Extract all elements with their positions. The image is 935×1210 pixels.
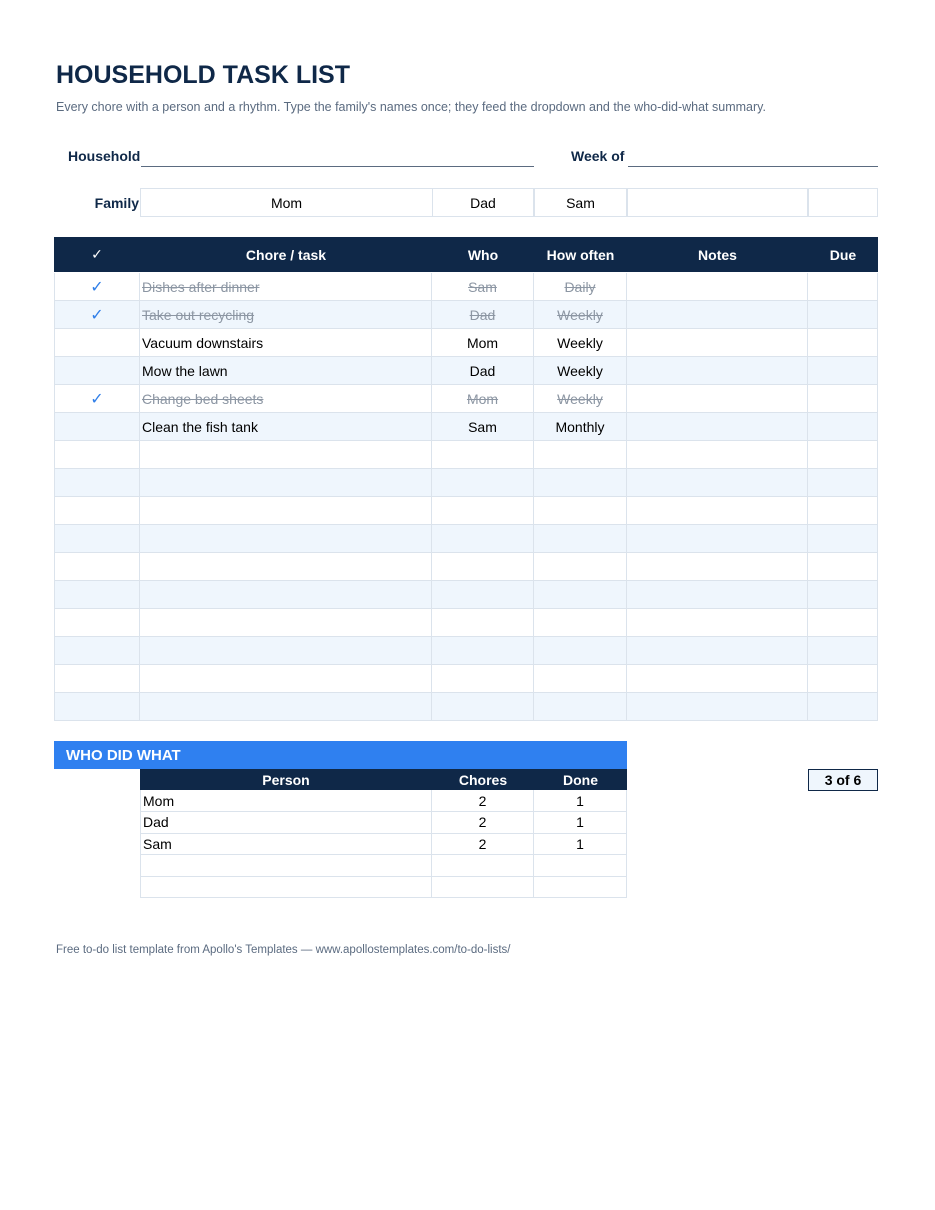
task-done-checkbox[interactable] [54, 525, 140, 553]
summary-person-cell [140, 876, 432, 898]
task-who-cell[interactable]: Dad [432, 301, 534, 329]
task-done-checkbox[interactable] [54, 357, 140, 385]
summary-chores-cell: 2 [432, 790, 534, 812]
task-who-cell[interactable] [432, 581, 534, 609]
task-done-checkbox[interactable] [54, 469, 140, 497]
task-chore-cell[interactable] [140, 441, 432, 469]
task-due-cell[interactable] [808, 497, 878, 525]
footer-text: Free to-do list template from Apollo's Templates — www.apollostemplates.com/to-do-lists/ [56, 944, 511, 956]
family-member-5[interactable] [808, 188, 878, 217]
task-chore-cell[interactable] [140, 553, 432, 581]
task-chore-cell[interactable] [140, 609, 432, 637]
summary-chores-cell [432, 855, 534, 877]
summary-chores-cell: 2 [432, 833, 534, 855]
task-notes-cell[interactable] [627, 273, 808, 301]
task-notes-cell[interactable] [627, 385, 808, 413]
task-who-cell[interactable] [432, 609, 534, 637]
task-due-cell[interactable] [808, 665, 878, 693]
summary-header-person: Person [140, 769, 432, 790]
task-done-checkbox[interactable] [54, 637, 140, 665]
task-who-cell[interactable]: Sam [432, 273, 534, 301]
task-often-cell[interactable] [534, 581, 627, 609]
family-member-4[interactable] [627, 188, 808, 217]
task-chore-cell[interactable]: Vacuum downstairs [140, 329, 432, 357]
task-due-cell[interactable] [808, 469, 878, 497]
household-field[interactable] [141, 165, 534, 167]
task-done-checkbox[interactable]: ✓ [54, 273, 140, 301]
family-label: Family [94, 195, 139, 211]
task-chore-cell[interactable]: Mow the lawn [140, 357, 432, 385]
task-often-cell[interactable]: Weekly [534, 385, 627, 413]
task-notes-cell[interactable] [627, 637, 808, 665]
family-member-3[interactable]: Sam [534, 188, 627, 217]
summary-done-cell: 1 [534, 790, 627, 812]
task-due-cell[interactable] [808, 273, 878, 301]
task-due-cell[interactable] [808, 553, 878, 581]
task-often-cell[interactable]: Weekly [534, 301, 627, 329]
task-done-checkbox[interactable] [54, 553, 140, 581]
task-chore-cell[interactable]: Take out recycling [140, 301, 432, 329]
header-notes: Notes [627, 237, 808, 272]
week-of-field[interactable] [628, 165, 878, 167]
task-often-cell[interactable] [534, 553, 627, 581]
task-notes-cell[interactable] [627, 609, 808, 637]
task-notes-cell[interactable] [627, 357, 808, 385]
summary-done-cell: 1 [534, 833, 627, 855]
task-notes-cell[interactable] [627, 525, 808, 553]
task-notes-cell[interactable] [627, 469, 808, 497]
task-due-cell[interactable] [808, 693, 878, 721]
header-due: Due [808, 237, 878, 272]
task-often-cell[interactable] [534, 609, 627, 637]
summary-person-cell [140, 855, 432, 877]
progress-count: 3 of 6 [808, 769, 878, 791]
summary-header-done: Done [534, 769, 627, 790]
header-how-often: How often [534, 237, 627, 272]
page-title: HOUSEHOLD TASK LIST [56, 61, 350, 89]
task-notes-cell[interactable] [627, 413, 808, 441]
summary-done-cell [534, 855, 627, 877]
household-label: Household [68, 148, 141, 164]
family-member-2[interactable]: Dad [432, 188, 534, 217]
task-done-checkbox[interactable]: ✓ [54, 385, 140, 413]
task-done-checkbox[interactable] [54, 441, 140, 469]
task-done-checkbox[interactable] [54, 665, 140, 693]
header-check: ✓ [54, 237, 140, 272]
summary-person-cell: Sam [140, 833, 432, 855]
task-due-cell[interactable] [808, 581, 878, 609]
task-done-checkbox[interactable] [54, 693, 140, 721]
task-who-cell[interactable]: Mom [432, 329, 534, 357]
task-chore-cell[interactable] [140, 497, 432, 525]
summary-header-chores: Chores [432, 769, 534, 790]
task-done-checkbox[interactable] [54, 581, 140, 609]
page-subtitle: Every chore with a person and a rhythm. Type the family's names once; they feed the dropdown and the who-did-what summary. [56, 100, 766, 114]
summary-chores-cell: 2 [432, 812, 534, 834]
family-member-1[interactable]: Mom [140, 188, 433, 217]
summary-person-cell: Dad [140, 812, 432, 834]
task-notes-cell[interactable] [627, 665, 808, 693]
task-who-cell[interactable]: Mom [432, 385, 534, 413]
task-who-cell[interactable] [432, 553, 534, 581]
task-who-cell[interactable] [432, 497, 534, 525]
week-of-label: Week of [571, 148, 625, 164]
task-often-cell[interactable] [534, 469, 627, 497]
header-who: Who [432, 237, 534, 272]
task-who-cell[interactable] [432, 469, 534, 497]
task-due-cell[interactable] [808, 441, 878, 469]
task-due-cell[interactable] [808, 385, 878, 413]
task-chore-cell[interactable]: Clean the fish tank [140, 413, 432, 441]
task-who-cell[interactable] [432, 637, 534, 665]
task-often-cell[interactable]: Weekly [534, 357, 627, 385]
task-due-cell[interactable] [808, 329, 878, 357]
summary-done-cell: 1 [534, 812, 627, 834]
task-often-cell[interactable] [534, 665, 627, 693]
task-chore-cell[interactable] [140, 637, 432, 665]
task-notes-cell[interactable] [627, 497, 808, 525]
task-due-cell[interactable] [808, 609, 878, 637]
task-who-cell[interactable] [432, 693, 534, 721]
task-chore-cell[interactable] [140, 469, 432, 497]
task-often-cell[interactable] [534, 497, 627, 525]
summary-chores-cell [432, 876, 534, 898]
task-due-cell[interactable] [808, 637, 878, 665]
summary-person-cell: Mom [140, 790, 432, 812]
task-done-checkbox[interactable]: ✓ [54, 301, 140, 329]
task-often-cell[interactable] [534, 637, 627, 665]
task-chore-cell[interactable]: Dishes after dinner [140, 273, 432, 301]
task-chore-cell[interactable]: Change bed sheets [140, 385, 432, 413]
task-often-cell[interactable] [534, 525, 627, 553]
task-due-cell[interactable] [808, 413, 878, 441]
summary-done-cell [534, 876, 627, 898]
task-often-cell[interactable] [534, 693, 627, 721]
task-often-cell[interactable]: Monthly [534, 413, 627, 441]
task-chore-cell[interactable] [140, 693, 432, 721]
summary-title: WHO DID WHAT [54, 741, 627, 769]
task-due-cell[interactable] [808, 301, 878, 329]
task-often-cell[interactable]: Weekly [534, 329, 627, 357]
task-done-checkbox[interactable] [54, 413, 140, 441]
task-due-cell[interactable] [808, 357, 878, 385]
task-done-checkbox[interactable] [54, 609, 140, 637]
task-chore-cell[interactable] [140, 665, 432, 693]
header-chore: Chore / task [140, 237, 432, 272]
task-who-cell[interactable] [432, 665, 534, 693]
task-notes-cell[interactable] [627, 581, 808, 609]
task-notes-cell[interactable] [627, 329, 808, 357]
task-notes-cell[interactable] [627, 693, 808, 721]
task-notes-cell[interactable] [627, 301, 808, 329]
task-due-cell[interactable] [808, 525, 878, 553]
task-done-checkbox[interactable] [54, 497, 140, 525]
task-who-cell[interactable] [432, 525, 534, 553]
task-who-cell[interactable]: Sam [432, 413, 534, 441]
task-who-cell[interactable]: Dad [432, 357, 534, 385]
task-often-cell[interactable] [534, 441, 627, 469]
task-who-cell[interactable] [432, 441, 534, 469]
task-notes-cell[interactable] [627, 553, 808, 581]
task-done-checkbox[interactable] [54, 329, 140, 357]
task-notes-cell[interactable] [627, 441, 808, 469]
task-chore-cell[interactable] [140, 525, 432, 553]
task-often-cell[interactable]: Daily [534, 273, 627, 301]
task-chore-cell[interactable] [140, 581, 432, 609]
